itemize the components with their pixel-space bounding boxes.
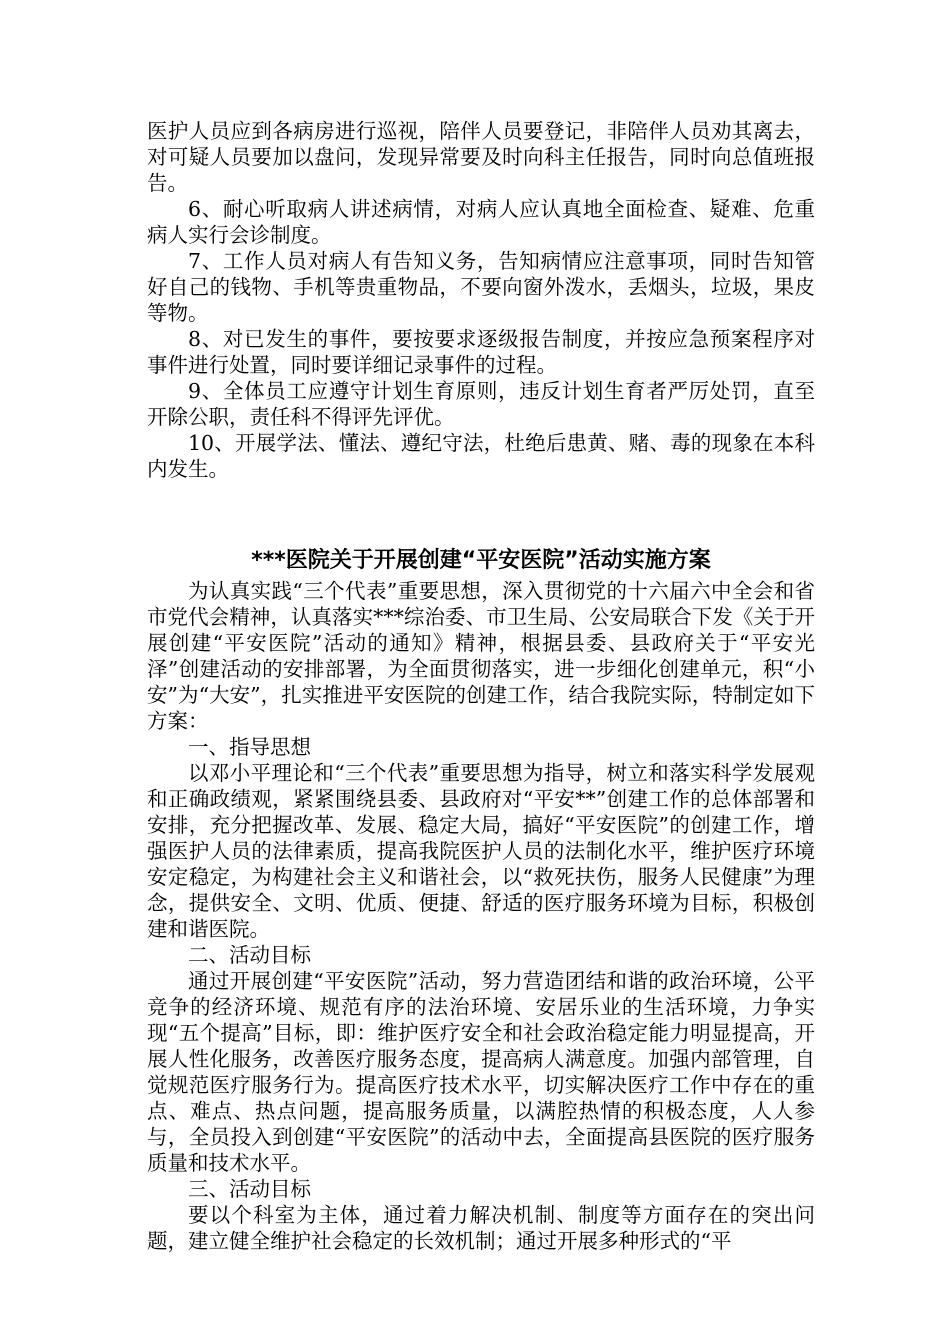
activity-goals-3-paragraph: 要以个科室为主体，通过着力解决机制、制度等方面存在的突出问题，建立健全维护社会稳定的长效机制；通过开展多种形式的“平 — [147, 1203, 815, 1253]
section-heading-activity-goals-3: 三、活动目标 — [188, 1177, 311, 1201]
guiding-ideology-paragraph: 以邓小平理论和“三个代表”重要思想为指导，树立和落实科学发展观和正确政绩观，紧紧围绕县委、县政府对“平安**”创建工作的总体部署和安排，充分把握改革、发展、稳定大局，搞好“平安医院”的创建工作，增强医护人员的法律素质，提高我院医护人员的法制化水平，维护医疗环境安定稳定，为构建社会主义和谐社会，以“救死扶伤，服务人民健康”为理念，提供安全、文明、优质、便捷、舒适的医疗服务环境为目标，积极创建和谐医院。 — [147, 761, 815, 941]
rules-paragraph-continued: 医护人员应到各病房进行巡视，陪伴人员要登记，非陪伴人员劝其离去，对可疑人员要加以盘问，发现异常要及时向科主任报告，同时向总值班报告。 — [147, 119, 815, 195]
section-heading-activity-goals: 二、活动目标 — [188, 943, 311, 967]
rule-item-7: 7、工作人员对病人有告知义务，告知病情应注意事项，同时告知管好自己的钱物、手机等贵重物品，不要向窗外泼水，丢烟头，垃圾，果皮等物。 — [147, 249, 815, 325]
rule-item-10: 10、开展学法、懂法、遵纪守法，杜绝后患黄、赌、毒的现象在本科内发生。 — [147, 431, 815, 481]
rule-item-9: 9、全体员工应遵守计划生育原则，违反计划生育者严厉处罚，直至开除公职，责任科不得评先评优。 — [147, 379, 815, 429]
document-page — [147, 118, 815, 1254]
plan-section — [147, 546, 815, 1254]
rule-item-8: 8、对已发生的事件，要按要求逐级报告制度，并按应急预案程序对事件进行处置，同时要详细记录事件的过程。 — [147, 327, 815, 377]
activity-goals-paragraph: 通过开展创建“平安医院”活动，努力营造团结和谐的政治环境，公平竞争的经济环境、规范有序的法治环境、安居乐业的生活环境，力争实现“五个提高”目标，即：维护医疗安全和社会政治稳定能力明显提高，开展人性化服务，改善医疗服务态度，提高病人满意度。加强内部管理，自觉规范医疗服务行为。提高医疗技术水平，切实解决医疗工作中存在的重点、难点、热点问题，提高服务质量，以满腔热情的积极态度，人人参与，全员投入到创建“平安医院”的活动中去，全面提高县医院的医疗服务质量和技术水平。 — [147, 969, 815, 1175]
rules-section — [147, 118, 815, 482]
plan-intro-paragraph: 为认真实践“三个代表”重要思想，深入贯彻党的十六届六中全会和省市党代会精神，认真落实***综治委、市卫生局、公安局联合下发《关于开展创建“平安医院”活动的通知》精神，根据县委、县政府关于“平安光泽”创建活动的安排部署，为全面贯彻落实，进一步细化创建单元，积“小安”为“大安”，扎实推进平安医院的创建工作，结合我院实际，特制定如下方案： — [147, 579, 815, 733]
section-heading-guiding-ideology: 一、指导思想 — [188, 735, 311, 759]
plan-title: ***医院关于开展创建“平安医院”活动实施方案 — [251, 548, 711, 573]
rule-item-6: 6、耐心听取病人讲述病情，对病人应认真地全面检查、疑难、危重病人实行会诊制度。 — [147, 197, 815, 247]
